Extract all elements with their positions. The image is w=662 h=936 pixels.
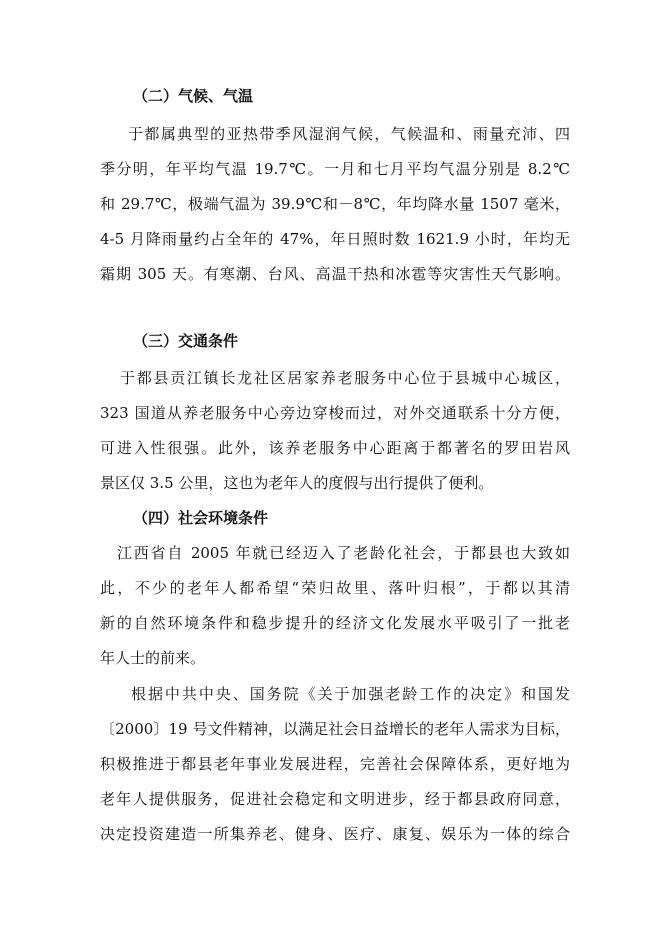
paragraph-line: 此，不少的老年人都希望“荣归故里、落叶归根”，于都以其清 [100, 579, 570, 597]
paragraph-line: 年人士的前来。 [100, 649, 206, 667]
section-heading-climate: （二）气候、气温 [133, 87, 254, 105]
paragraph-line: 决定投资建造一所集养老、健身、医疗、康复、娱乐为一体的综合 [100, 825, 570, 843]
paragraph-line: 根据中共中央、国务院《关于加强老龄工作的决定》和国发 [131, 685, 570, 703]
paragraph-line: 可进入性很强。此外，该养老服务中心距离于都著名的罗田岩风 [100, 439, 570, 457]
paragraph-line: 于都属典型的亚热带季风湿润气候，气候温和、雨量充沛、四 [128, 125, 570, 143]
paragraph-line: 霜期 305 天。有寒潮、台风、高温干热和冰雹等灾害性天气影响。 [100, 265, 570, 283]
paragraph-line: 和 29.7℃，极端气温为 39.9℃和－8℃，年均降水量 1507 毫米， [100, 195, 570, 213]
paragraph-line: 〔2000〕19 号文件精神，以满足社会日益增长的老年人需求为目标， [100, 720, 570, 738]
paragraph-line: 323 国道从养老服务中心旁边穿梭而过，对外交通联系十分方便， [100, 404, 570, 422]
paragraph-line: 景区仅 3.5 公里，这也为老年人的度假与出行提供了便利。 [100, 474, 494, 492]
paragraph-line: 江西省自 2005 年就已经迈入了老龄化社会，于都县也大致如 [117, 544, 570, 562]
paragraph-line: 于都县贡江镇长龙社区居家养老服务中心位于县城中心城区， [120, 369, 570, 387]
paragraph-line: 新的自然环境条件和稳步提升的经济文化发展水平吸引了一批老 [100, 614, 570, 632]
section-heading-transport: （三）交通条件 [133, 332, 239, 350]
section-heading-social-environment: （四）社会环境条件 [133, 509, 269, 527]
paragraph-line: 4-5 月降雨量约占全年的 47%，年日照时数 1621.9 小时，年均无 [100, 230, 570, 248]
paragraph-line: 积极推进于都县老年事业发展进程，完善社会保障体系，更好地为 [100, 755, 570, 773]
paragraph-line: 季分明，年平均气温 19.7℃。一月和七月平均气温分别是 8.2℃ [100, 160, 570, 178]
paragraph-line: 老年人提供服务，促进社会稳定和文明进步，经于都县政府同意， [100, 790, 570, 808]
